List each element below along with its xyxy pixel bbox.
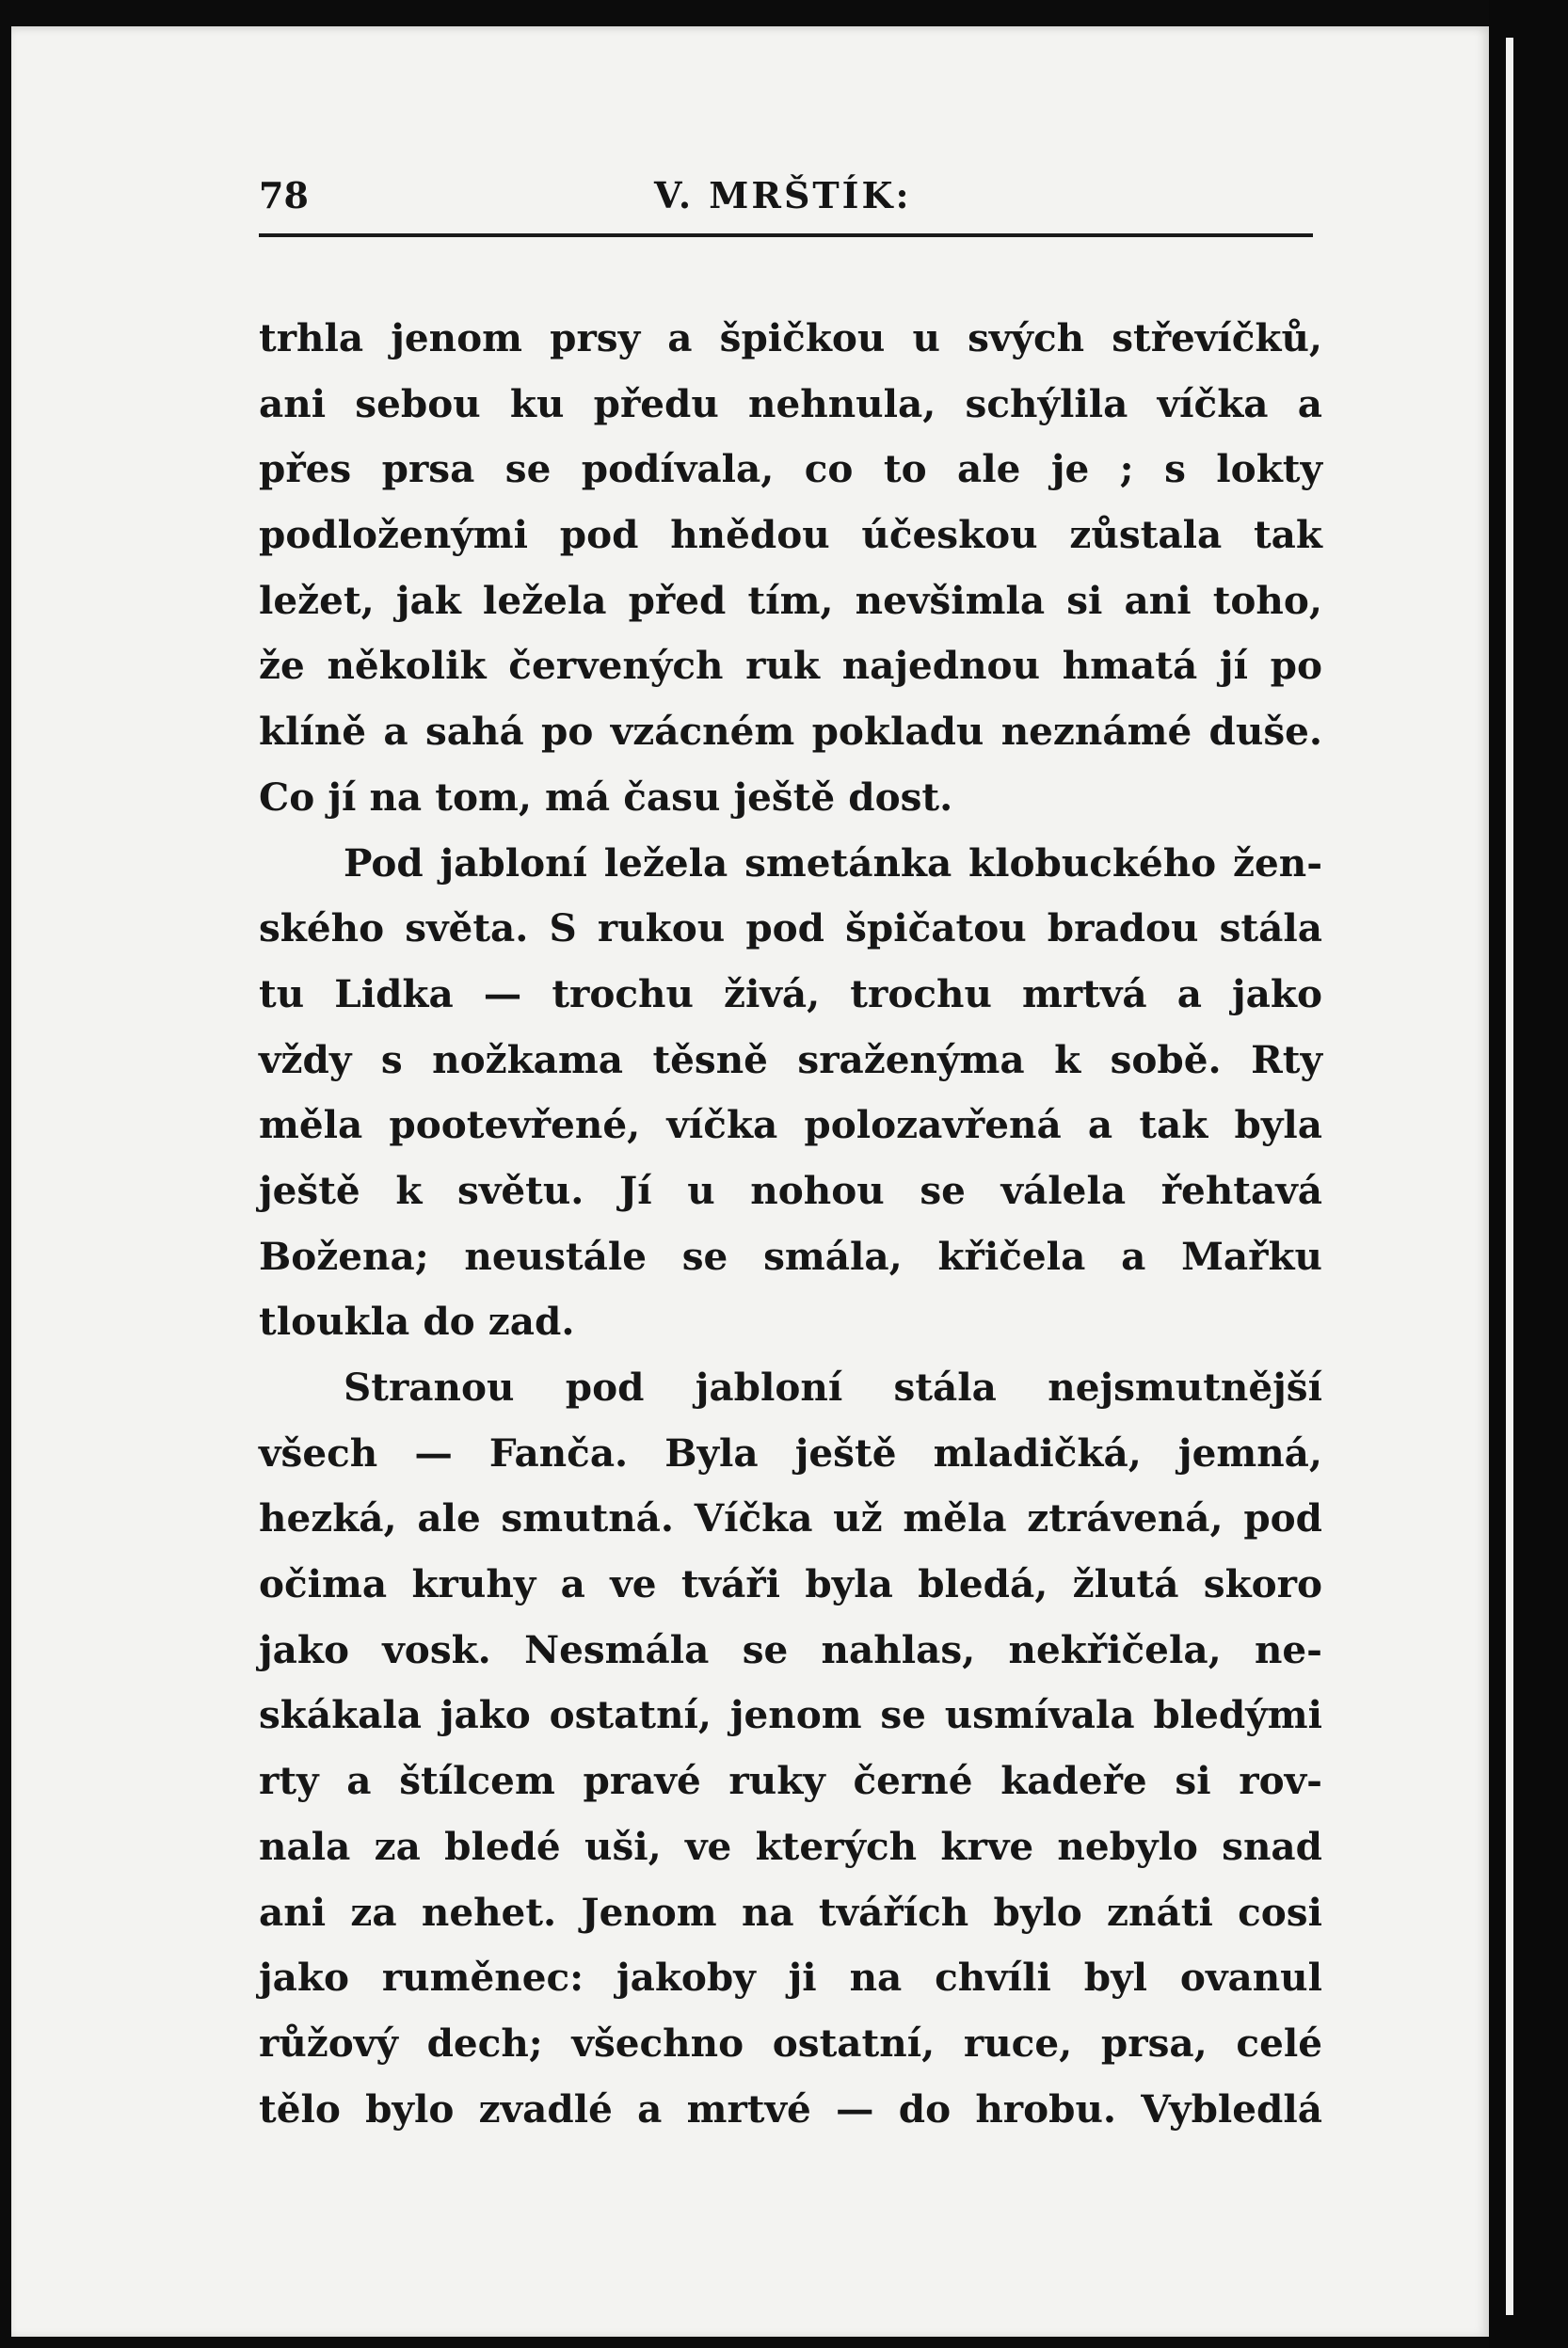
page-edge-strip [1506, 38, 1513, 2315]
header-rule [259, 233, 1313, 237]
body-text [259, 306, 1322, 2142]
text-line: růžový dech; všechno ostatní, ruce, prsa, celé [259, 2020, 1322, 2066]
text-line: jako vosk. Nesmála se nahlas, nekřičela, ne- [259, 1626, 1322, 1672]
text-line: Stranou pod jabloní stála nejsmutnější [344, 1365, 1322, 1410]
scan-dark-margin [1489, 0, 1568, 2348]
text-line: přes prsa se podívala, co to ale je ; s lokty [259, 446, 1322, 492]
page-number: 78 [259, 174, 309, 216]
text-line: všech — Fanča. Byla ještě mladičká, jemná, [259, 1430, 1322, 1476]
text-line: ského světa. S rukou pod špičatou bradou stála [259, 905, 1322, 951]
text-line: Pod jabloní ležela smetánka klobuckého žen- [344, 839, 1322, 886]
text-line: tloukla do zad. [259, 1299, 575, 1345]
text-line: rty a štílcem pravé ruky černé kadeře si rov- [259, 1758, 1322, 1804]
text-line: tělo bylo zvadlé a mrtvé — do hrobu. Vybledlá [259, 2085, 1322, 2132]
text-line: ležet, jak ležela před tím, nevšimla si ani toho, [259, 577, 1322, 623]
text-line: skákala jako ostatní, jenom se usmívala bledými [259, 1692, 1322, 1738]
text-line: tu Lidka — trochu živá, trochu mrtvá a jako [259, 970, 1322, 1016]
text-line: klíně a sahá po vzácném pokladu neznámé duše. [259, 709, 1322, 755]
text-line: měla pootevřené, víčka polozavřená a tak byla [259, 1102, 1322, 1148]
text-line: očima kruhy a ve tváři byla bledá, žlutá skoro [259, 1561, 1322, 1607]
text-line: vždy s nožkama těsně sraženýma k sobě. Rty [259, 1036, 1322, 1082]
text-line: Božena; neustále se smála, křičela a Mařku [259, 1233, 1322, 1279]
text-line: ani sebou ku předu nehnula, schýlila víčka a [259, 380, 1322, 426]
running-head-author: V. MRŠTÍK: [654, 174, 912, 216]
text-line: že několik červených ruk najednou hmatá jí po [259, 643, 1322, 689]
text-line: podloženými pod hnědou účeskou zůstala tak [259, 512, 1322, 558]
text-line: ani za nehet. Jenom na tvářích bylo znáti cosi [259, 1889, 1322, 1935]
text-line: jako ruměnec: jakoby ji na chvíli byl ovanul [259, 1955, 1322, 2001]
text-line: Co jí na tom, má času ještě dost. [259, 774, 953, 820]
text-line: trhla jenom prsy a špičkou u svých střevíčků, [259, 315, 1322, 360]
page-header [259, 174, 1313, 231]
text-line: hezká, ale smutná. Víčka už měla ztrávená, pod [259, 1495, 1322, 1541]
text-line: nala za bledé uši, ve kterých krve nebylo snad [259, 1823, 1322, 1869]
text-line: ještě k světu. Jí u nohou se válela řehtavá [259, 1167, 1322, 1213]
